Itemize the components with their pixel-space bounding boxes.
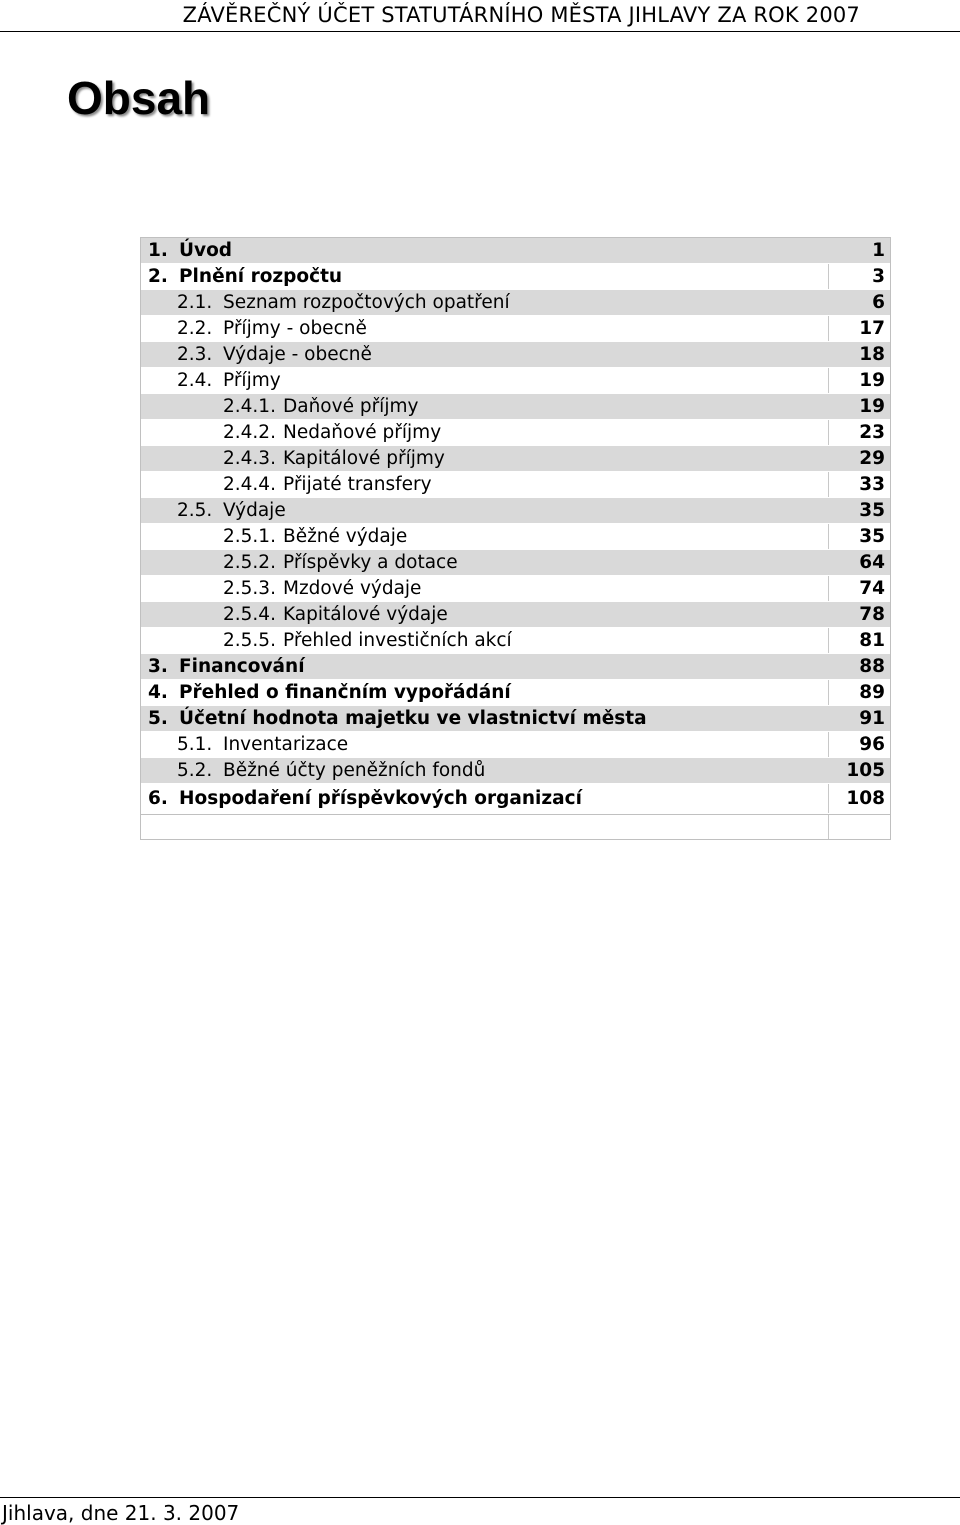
toc-row[interactable] — [141, 758, 890, 784]
toc-number: 3. — [148, 656, 168, 677]
toc-page-number: 18 — [828, 342, 890, 367]
toc-number: 2.4. — [177, 370, 213, 391]
toc-number: 5.1. — [177, 734, 213, 755]
toc-empty-row — [141, 814, 890, 840]
toc-row[interactable] — [141, 420, 890, 446]
toc-number: 2.5. — [177, 500, 213, 521]
toc-number: 6. — [148, 788, 168, 809]
toc-page-number: 96 — [828, 732, 890, 757]
toc-row[interactable] — [141, 784, 890, 814]
footer-date: Jihlava, dne 21. 3. 2007 — [2, 1501, 240, 1525]
toc-label: Mzdové výdaje — [283, 578, 422, 599]
toc-label: Výdaje - obecně — [223, 344, 372, 365]
toc-page-number: 81 — [828, 628, 890, 653]
toc-page-number: 88 — [828, 654, 890, 679]
toc-row[interactable] — [141, 394, 890, 420]
toc-row[interactable] — [141, 472, 890, 498]
page-header — [0, 0, 960, 32]
toc-label: Příjmy - obecně — [223, 318, 367, 339]
toc-page-number: 91 — [828, 706, 890, 731]
toc-row[interactable] — [141, 316, 890, 342]
toc-page-number: 19 — [828, 368, 890, 393]
toc-row[interactable] — [141, 654, 890, 680]
toc-number: 2.3. — [177, 344, 213, 365]
toc-label: Úvod — [179, 240, 233, 261]
toc-label: Přehled o finančním vypořádání — [179, 682, 511, 703]
toc-row[interactable] — [141, 342, 890, 368]
toc-row[interactable] — [141, 628, 890, 654]
toc-page-number: 6 — [828, 290, 890, 315]
toc-page-number: 23 — [828, 420, 890, 445]
toc-page-number: 89 — [828, 680, 890, 705]
toc-page-number: 19 — [828, 394, 890, 419]
toc-row[interactable] — [141, 576, 890, 602]
toc-number: 2.5.1. — [223, 526, 276, 547]
toc-page-number: 78 — [828, 602, 890, 627]
toc-page-number: 64 — [828, 550, 890, 575]
toc-label: Přehled investičních akcí — [283, 630, 512, 651]
toc-page-number: 35 — [828, 524, 890, 549]
toc-label: Příspěvky a dotace — [283, 552, 458, 573]
toc-row[interactable] — [141, 264, 890, 290]
toc-page-number: 3 — [828, 264, 890, 289]
toc-label: Hospodaření příspěvkových organizací — [179, 788, 582, 809]
toc-label: Plnění rozpočtu — [179, 266, 343, 287]
page-title: Obsah — [67, 72, 211, 124]
toc-label: Běžné výdaje — [283, 526, 408, 547]
toc-page-number: 35 — [828, 498, 890, 523]
toc-page-number: 108 — [828, 784, 890, 813]
toc-number: 2.5.2. — [223, 552, 276, 573]
toc-page-number: 17 — [828, 316, 890, 341]
toc-number: 1. — [148, 240, 168, 261]
toc-row[interactable] — [141, 368, 890, 394]
toc-row[interactable] — [141, 446, 890, 472]
page-footer — [0, 1497, 960, 1525]
toc-page-number: 29 — [828, 446, 890, 471]
toc-label: Kapitálové výdaje — [283, 604, 448, 625]
toc-number: 2.5.5. — [223, 630, 276, 651]
toc-page-number: 74 — [828, 576, 890, 601]
toc-number: 2.4.3. — [223, 448, 276, 469]
toc-number: 2.5.4. — [223, 604, 276, 625]
toc-row[interactable] — [141, 524, 890, 550]
table-of-contents — [140, 237, 891, 840]
toc-label: Běžné účty peněžních fondů — [223, 760, 486, 781]
toc-page-number: 1 — [828, 238, 890, 263]
header-title: ZÁVĚREČNÝ ÚČET STATUTÁRNÍHO MĚSTA JIHLAVY ZA ROK 2007 — [182, 3, 860, 27]
toc-label: Seznam rozpočtových opatření — [223, 292, 510, 313]
toc-number: 5.2. — [177, 760, 213, 781]
toc-page-number: 33 — [828, 472, 890, 497]
toc-row[interactable] — [141, 290, 890, 316]
toc-row[interactable] — [141, 498, 890, 524]
toc-label: Účetní hodnota majetku ve vlastnictví města — [179, 708, 647, 729]
toc-page-number: 105 — [828, 758, 890, 783]
toc-row[interactable] — [141, 550, 890, 576]
toc-number: 2.4.2. — [223, 422, 276, 443]
toc-row[interactable] — [141, 732, 890, 758]
toc-row[interactable] — [141, 680, 890, 706]
toc-number: 2.5.3. — [223, 578, 276, 599]
toc-row[interactable] — [141, 706, 890, 732]
toc-number: 2.4.1. — [223, 396, 276, 417]
toc-number: 2. — [148, 266, 168, 287]
toc-row[interactable] — [141, 602, 890, 628]
toc-number: 2.2. — [177, 318, 213, 339]
toc-label: Výdaje — [223, 500, 286, 521]
toc-row[interactable] — [141, 238, 890, 264]
toc-number: 2.4.4. — [223, 474, 276, 495]
toc-number: 4. — [148, 682, 168, 703]
toc-label: Nedaňové příjmy — [283, 422, 442, 443]
toc-label: Financování — [179, 656, 305, 677]
toc-label: Daňové příjmy — [283, 396, 419, 417]
toc-label: Přijaté transfery — [283, 474, 432, 495]
toc-label: Kapitálové příjmy — [283, 448, 445, 469]
toc-number: 5. — [148, 708, 168, 729]
toc-label: Inventarizace — [223, 734, 349, 755]
toc-number: 2.1. — [177, 292, 213, 313]
toc-label: Příjmy — [223, 370, 281, 391]
